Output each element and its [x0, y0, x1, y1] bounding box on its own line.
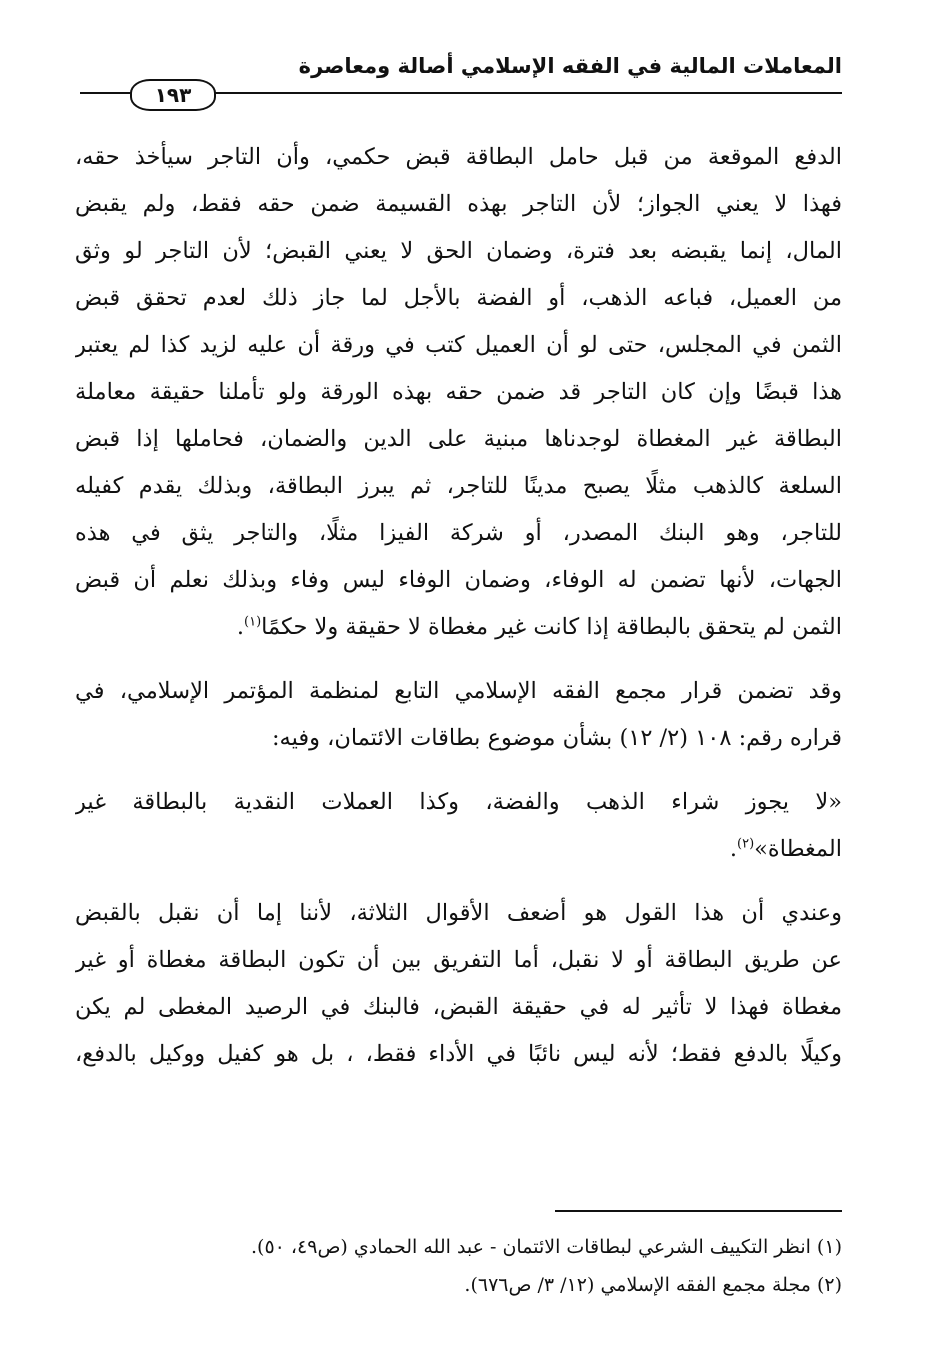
text-line: عن طريق البطاقة أو لا نقبل، أما التفريق بين أن تكون البطاقة مغطاة أو غير — [75, 947, 842, 973]
text-line: الدفع الموقعة من قبل حامل البطاقة قبض حكمي، وأن التاجر سيأخذ حقه، — [75, 144, 842, 170]
sentence-end: . — [729, 836, 738, 862]
body-text — [75, 134, 842, 1078]
quote-line: «لا يجوز شراء الذهب والفضة، وكذا العملات النقدية بالبطاقة غير — [75, 789, 842, 815]
text-line: مغطاة فهذا لا تأثير له في حقيقة القبض، فالبنك في الرصيد المغطى لم يكن — [75, 994, 842, 1020]
footnotes — [75, 1228, 842, 1304]
quote-text: المغطاة» — [754, 836, 842, 862]
text-line: الثمن في المجلس، حتى لو أن العميل كتب في ورقة أن عليه لزيد كذا لم يعتبر — [75, 332, 842, 358]
text-line: وعندي أن هذا القول هو أضعف الأقوال الثلاثة، لأننا إما أن نقبل بالقبض — [75, 900, 842, 926]
text-line-last: قراره رقم: ١٠٨ (٢/ ١٢) بشأن موضوع بطاقات الائتمان، وفيه: — [271, 725, 842, 751]
text-line: البطاقة غير المغطاة لوجدناها مبنية على الدين والضمان، فحاملها إذا قبض — [75, 426, 842, 452]
text-line: من العميل، فباعه الذهب، أو الفضة بالأجل لما جاز ذلك لعدم تحقق قبض — [75, 285, 842, 311]
paragraph-gap — [75, 873, 842, 890]
quote-line-last — [75, 826, 842, 873]
text-line: للتاجر، وهو البنك المصدر، أو شركة الفيزا مثلًا، والتاجر يثق في هذه — [75, 520, 842, 546]
text-line: هذا قبضًا وإن كان التاجر قد ضمن حقه بهذه الورقة ولو تأملنا حقيقة معاملة — [75, 379, 842, 405]
text-line: وقد تضمن قرار مجمع الفقه الإسلامي التابع لمنظمة المؤتمر الإسلامي، في — [75, 678, 842, 704]
page-number: ١٩٣ — [130, 79, 216, 111]
text-line: السلعة كالذهب مثلًا يصبح مدينًا للتاجر، ثم يبرز البطاقة، وبذلك يقدم كفيله — [75, 473, 842, 499]
paragraph-gap — [75, 762, 842, 779]
footnote-rule — [555, 1210, 842, 1212]
footnote-ref[interactable]: (٢) — [737, 836, 755, 852]
text-line-last — [75, 604, 842, 651]
running-title: المعاملات المالية في الفقه الإسلامي أصالة ومعاصرة — [298, 54, 842, 78]
text-line: فهذا لا يعني الجواز؛ لأن التاجر بهذه القسيمة ضمن حقه فقط، ولم يقبض — [75, 191, 842, 217]
paragraph-text: الثمن لم يتحقق بالبطاقة إذا كانت غير مغطاة لا حقيقة ولا حكمًا — [261, 614, 842, 640]
sentence-end: . — [236, 614, 245, 640]
paragraph-gap — [75, 651, 842, 668]
footnote-ref[interactable]: (١) — [244, 614, 262, 630]
text-line: المال، إنما يقبضه بعد فترة، وضمان الحق لا يعني القبض؛ لأن التاجر لو وثق — [75, 238, 842, 264]
text-line: وكيلًا بالدفع فقط؛ لأنه ليس نائبًا في الأداء فقط، ، بل هو كفيل ووكيل بالدفع، — [75, 1041, 842, 1067]
text-line: الجهات، لأنها تضمن له الوفاء، وضمان الوفاء ليس وفاء وبذلك نعلم أن قبض — [75, 567, 842, 593]
footnote-2: (٢) مجلة مجمع الفقه الإسلامي (١٢/ ٣/ ص٦٧٦). — [464, 1274, 842, 1296]
footnote-1: (١) انظر التكييف الشرعي لبطاقات الائتمان - عبد الله الحمادي (ص٤٩، ٥٠). — [250, 1236, 842, 1258]
